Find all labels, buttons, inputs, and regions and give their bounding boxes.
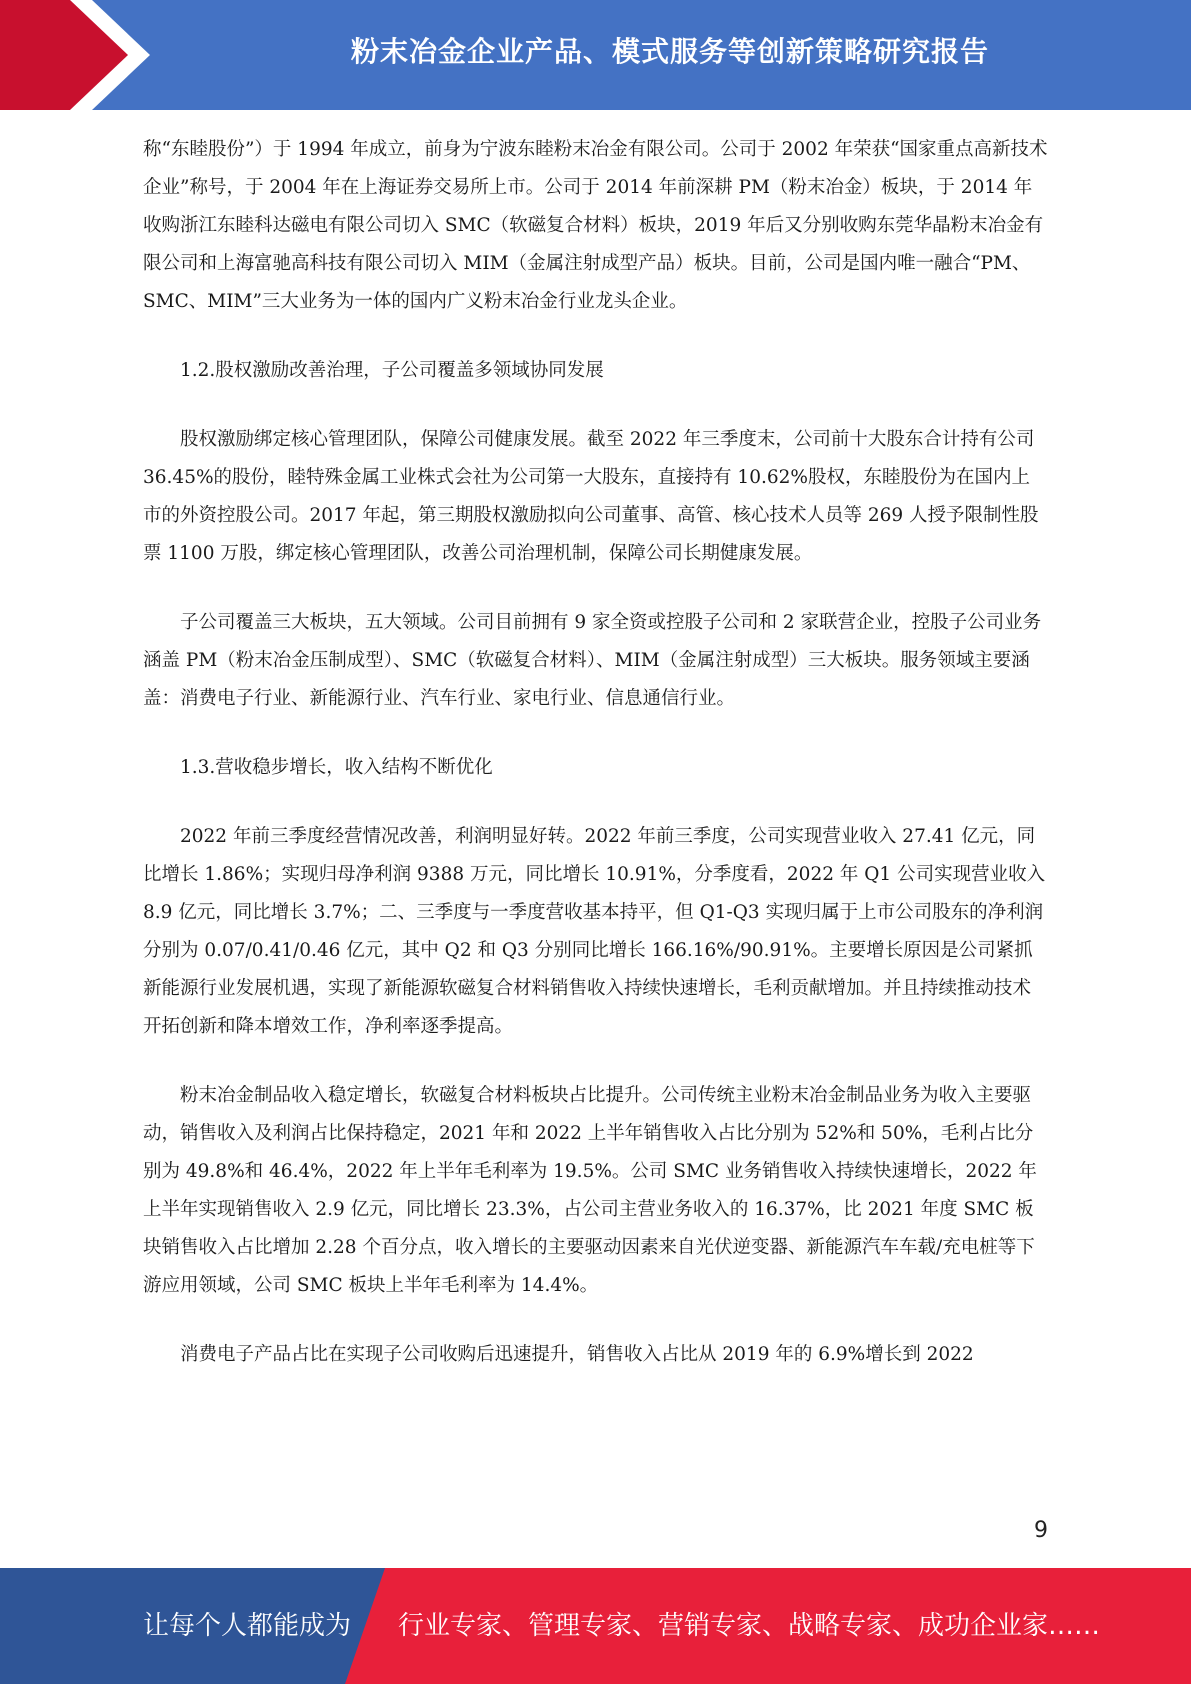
footer-banner bbox=[0, 1568, 1191, 1684]
document-body bbox=[143, 131, 1048, 1405]
header-banner bbox=[0, 0, 1191, 110]
section-heading-1-3: 1.3.营收稳步增长，收入结构不断优化 bbox=[180, 757, 493, 778]
report-title: 粉末冶金企业产品、模式服务等创新策略研究报告 bbox=[350, 35, 989, 68]
page-number: 9 bbox=[1034, 1518, 1048, 1543]
paragraph-subsidiaries: 子公司覆盖三大板块，五大领域。公司目前拥有 9 家全资或控股子公司和 2 家联营企业，控股子公司业务涵盖 PM（粉末冶金压制成型）、SMC（软磁复合材料）、MIM（金属注射成型）三大板块。服务领域主要涵盖：消费电子行业、新能源行业、汽车行业、家电行业、信息通信行业。 bbox=[143, 612, 1042, 709]
paragraph-equity-incentive: 股权激励绑定核心管理团队，保障公司健康发展。截至 2022 年三季度末，公司前十大股东合计持有公司 36.45%的股份，睦特殊金属工业株式会社为公司第一大股东，直接持有 10.62%股权，东睦股份为在国内上市的外资控股公司。2017 年起，第三期股权激励拟向公司董事、高管、核心技术人员等 269 人授予限制性股票 1100 万股，绑定核心管理团队，改善公司治理机制，保障公司长期健康发展。 bbox=[143, 429, 1039, 564]
paragraph-consumer-electronics: 消费电子产品占比在实现子公司收购后迅速提升，销售收入占比从 2019 年的 6.9%增长到 2022 bbox=[180, 1344, 974, 1365]
paragraph-revenue-growth: 2022 年前三季度经营情况改善，利润明显好转。2022 年前三季度，公司实现营业收入 27.41 亿元，同比增长 1.86%；实现归母净利润 9388 万元，同比增长 10.91%，分季度看，2022 年 Q1 公司实现营业收入 8.9 亿元，同比增长 3.7%；二、三季度与一季度营收基本持平，但 Q1-Q3 实现归属于上市公司股东的净利润分别为 0.07/0.41/0.46 亿元，其中 Q2 和 Q3 分别同比增长 166.16%/90.91%。主要增长原因是公司紧抓新能源行业发展机遇，实现了新能源软磁复合材料销售收入持续快速增长，毛利贡献增加。并且持续推动技术开拓创新和降本增效工作，净利率逐季提高。 bbox=[143, 826, 1046, 1037]
paragraph-revenue-structure: 粉末冶金制品收入稳定增长，软磁复合材料板块占比提升。公司传统主业粉末冶金制品业务为收入主要驱动，销售收入及利润占比保持稳定，2021 年和 2022 上半年销售收入占比分别为 52%和 50%，毛利占比分别为 49.8%和 46.4%，2022 年上半年毛利率为 19.5%。公司 SMC 业务销售收入持续快速增长，2022 年上半年实现销售收入 2.9 亿元，同比增长 23.3%，占公司主营业务收入的 16.37%，比 2021 年度 SMC 板块销售收入占比增加 2.28 个百分点，收入增长的主要驱动因素来自光伏逆变器、新能源汽车车载/充电桩等下游应用领域，公司 SMC 板块上半年毛利率为 14.4%。 bbox=[143, 1085, 1037, 1296]
footer-slogan-left: 让每个人都能成为 bbox=[143, 1611, 352, 1641]
footer-slogan-right: 行业专家、管理专家、营销专家、战略专家、成功企业家…… bbox=[398, 1611, 1101, 1641]
paragraph-company-intro: 称“东睦股份”）于 1994 年成立，前身为宁波东睦粉末冶金有限公司。公司于 2002 年荣获“国家重点高新技术企业”称号，于 2004 年在上海证券交易所上市。公司于 2014 年前深耕 PM（粉末冶金）板块，于 2014 年收购浙江东睦科达磁电有限公司切入 SMC（软磁复合材料）板块，2019 年后又分别收购东莞华晶粉末冶金有限公司和上海富驰高科技有限公司切入 MIM（金属注射成型产品）板块。目前，公司是国内唯一融合“PM、SMC、MIM”三大业务为一体的国内广义粉末冶金行业龙头企业。 bbox=[143, 139, 1048, 312]
section-heading-1-2: 1.2.股权激励改善治理，子公司覆盖多领域协同发展 bbox=[180, 360, 604, 381]
